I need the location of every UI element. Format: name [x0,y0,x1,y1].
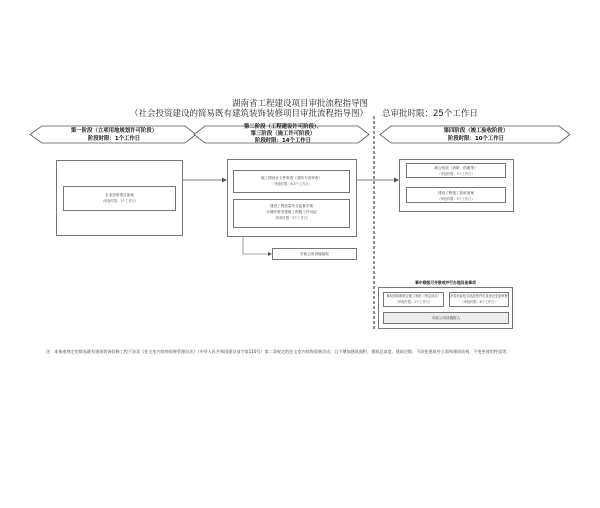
footnote: 注：本指南规定的简易既有建筑装饰装修工程不涉及《住宅室内装饰装修管理办法》（中华人民共和国建设部令第110号）第二条规定的住宅室内装饰装修活动，且不增加建筑面积、建筑总高度、建筑层数，不改变建筑外立面和建筑结构，不变更使用性质等。 [46,349,511,354]
stage2-time: 阶段时限：14个工作日 [254,138,312,144]
stage1-header [40,127,188,143]
page-title: 湖南省工程建设项目审批流程指导图 [231,99,368,109]
page-subtitle: （社会投资建设的简易既有建筑装饰装修项目审批流程指导图） [130,109,369,119]
stage2-name: 第二阶段（工程建设许可阶段）、 [243,124,323,130]
stage2-municipal[interactable] [272,248,357,260]
stage2-name2: 第三阶段（施工许可阶段） [250,131,316,137]
stage1-time: 阶段时限：1个工作日 [87,136,141,142]
stage2-item1-time: （审批时限：8-5个工作日） [271,182,312,186]
total-time: 总审批时限：25个工作日 [382,109,478,119]
stage2-header [203,124,363,145]
stage2-item2-label: 建设工程质量安全监督手续 [269,204,314,208]
stage2-item2[interactable] [233,199,350,228]
stage2-item2-label2: 办理并联发建筑工程施工许可证 [266,210,317,214]
stage1-item-time: （审批时限：1个工作日） [100,199,139,203]
stage4-item1-time: （审批时限：5个工作日） [437,172,475,176]
stage2-item1[interactable] [233,170,350,193]
stage4-time: 阶段时限：10个工作日 [447,136,505,142]
stage1-name: 第一阶段（立项用地规划许可阶段） [70,128,158,134]
concurrent-item3-label: 市政公用设施报入 [431,316,461,320]
stage2-municipal-label: 市政公用设施接报 [300,252,329,256]
stage4-item2[interactable] [406,187,506,203]
stage4-name: 第四阶段（竣工验收阶段） [443,128,509,134]
stage2-item2-time: （审批时限：3个工作日） [272,216,311,220]
concurrent-item1-label: 事权供给和联合施工审批（特定项目） [386,294,441,298]
stage1-item[interactable] [63,186,176,211]
concurrent-item3[interactable] [383,312,509,324]
concurrent-item2[interactable] [449,292,509,307]
concurrent-item1[interactable] [383,292,444,307]
connector-s2-municipal [243,237,268,254]
concurrent-item1-time: （审批时限：1个工作日） [394,299,433,304]
concurrent-title: 事中联级可并联或并行办理其他事项 [415,280,476,285]
concurrent-item2-label: 涉及危险化学品经营许可及登记变更审批 [450,294,508,298]
stage4-item1-label: 联合验收（消防、档案等） [434,166,478,170]
stage4-item2-label: 建设工程竣工验收备案 [438,191,474,195]
stage1-item-label: 企业投资项目备案 [105,193,134,197]
stage2-item1-label: 施工图设计文件审查（消防专项审查） [260,176,323,180]
concurrent-item2-time: （审批时限：8个工作日） [460,299,498,304]
stage4-item2-time: （审批时限：5个工作日） [437,197,475,201]
stage4-item1[interactable] [406,163,506,178]
stage4-header [390,127,562,143]
